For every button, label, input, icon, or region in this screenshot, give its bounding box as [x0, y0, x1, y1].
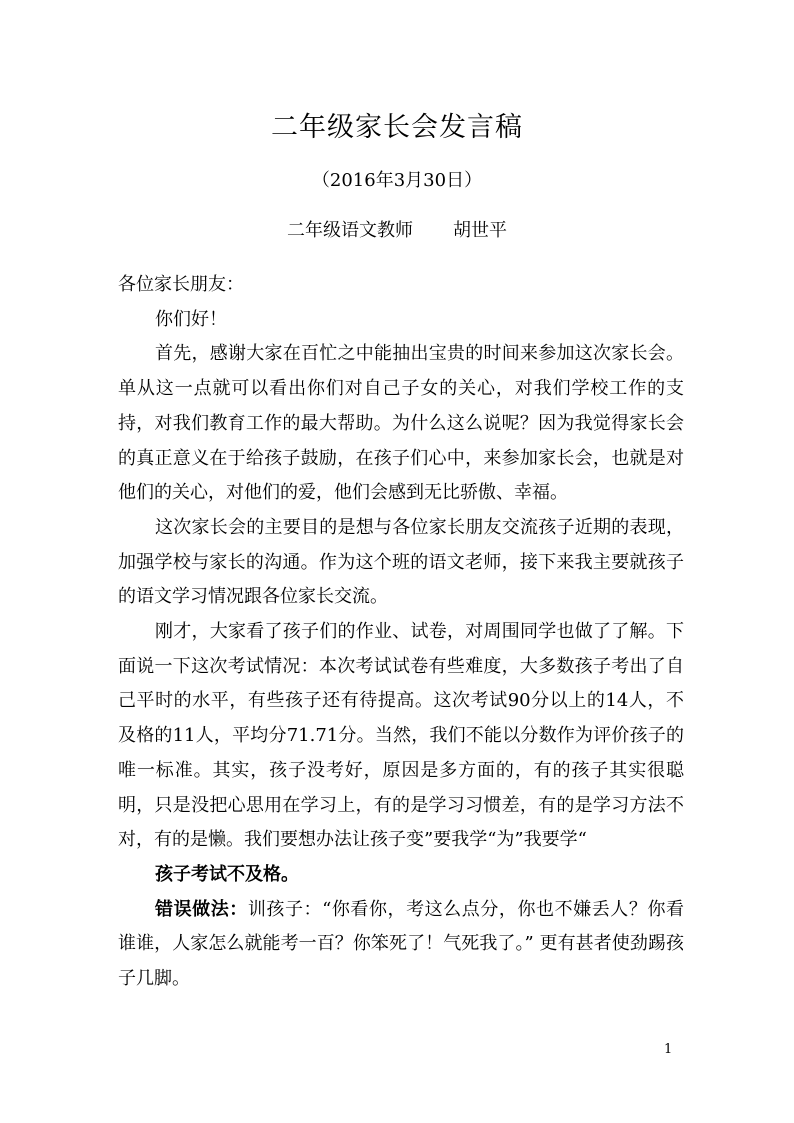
mistake-paragraph: [118, 893, 684, 997]
document-date: （2016年3月30日）: [311, 170, 483, 191]
author-name: 胡世平: [453, 220, 507, 241]
document-title: 二年级家长会发言稿: [271, 112, 523, 143]
mistake-text: 训孩子：“你看你，考这么点分，你也不嫌丢人？你看谁谁，人家怎么就能考一百？你笨死了！气死我了。” 更有甚者使劲踢孩子几脚。: [118, 898, 685, 990]
salutation: 各位家长朋友：: [118, 274, 244, 295]
greeting: 你们好！: [155, 308, 227, 330]
page-number: 1: [664, 1042, 673, 1057]
author-line: [0, 216, 794, 246]
author-role: 二年级语文教师: [287, 220, 413, 241]
document-body: [118, 268, 684, 997]
mistake-label: 错误做法：: [155, 898, 248, 920]
section-heading: 孩子考试不及格。: [155, 863, 299, 885]
paragraph-thanks: 首先，感谢大家在百忙之中能抽出宝贵的时间来参加这次家长会。单从这一点就可以看出你们对自己子女的关心，对我们学校工作的支持，对我们教育工作的最大帮助。为什么这么说呢？因为我觉得家长会的真正意义在于给孩子鼓励，在孩子们心中，来参加家长会，也就是对他们的关心，对他们的爱，他们会感到无比骄傲、幸福。: [118, 343, 684, 504]
paragraph-exam: 刚才，大家看了孩子们的作业、试卷，对周围同学也做了了解。下面说一下这次考试情况：本次考试试卷有些难度，大多数孩子考出了自己平时的水平，有些孩子还有待提高。这次考试90分以上的14人，不及格的11人，平均分71.71分。当然，我们不能以分数作为评价孩子的唯一标准。其实，孩子没考好，原因是多方面的，有的孩子其实很聪明，只是没把心思用在学习上，有的是学习习惯差，有的是学习方法不对，有的是懒。我们要想办法让孩子变”要我学“为”我要学“: [118, 621, 684, 851]
paragraph-purpose: 这次家长会的主要目的是想与各位家长朋友交流孩子近期的表现，加强学校与家长的沟通。作为这个班的语文老师，接下来我主要就孩子的语文学习情况跟各位家长交流。: [118, 516, 684, 608]
